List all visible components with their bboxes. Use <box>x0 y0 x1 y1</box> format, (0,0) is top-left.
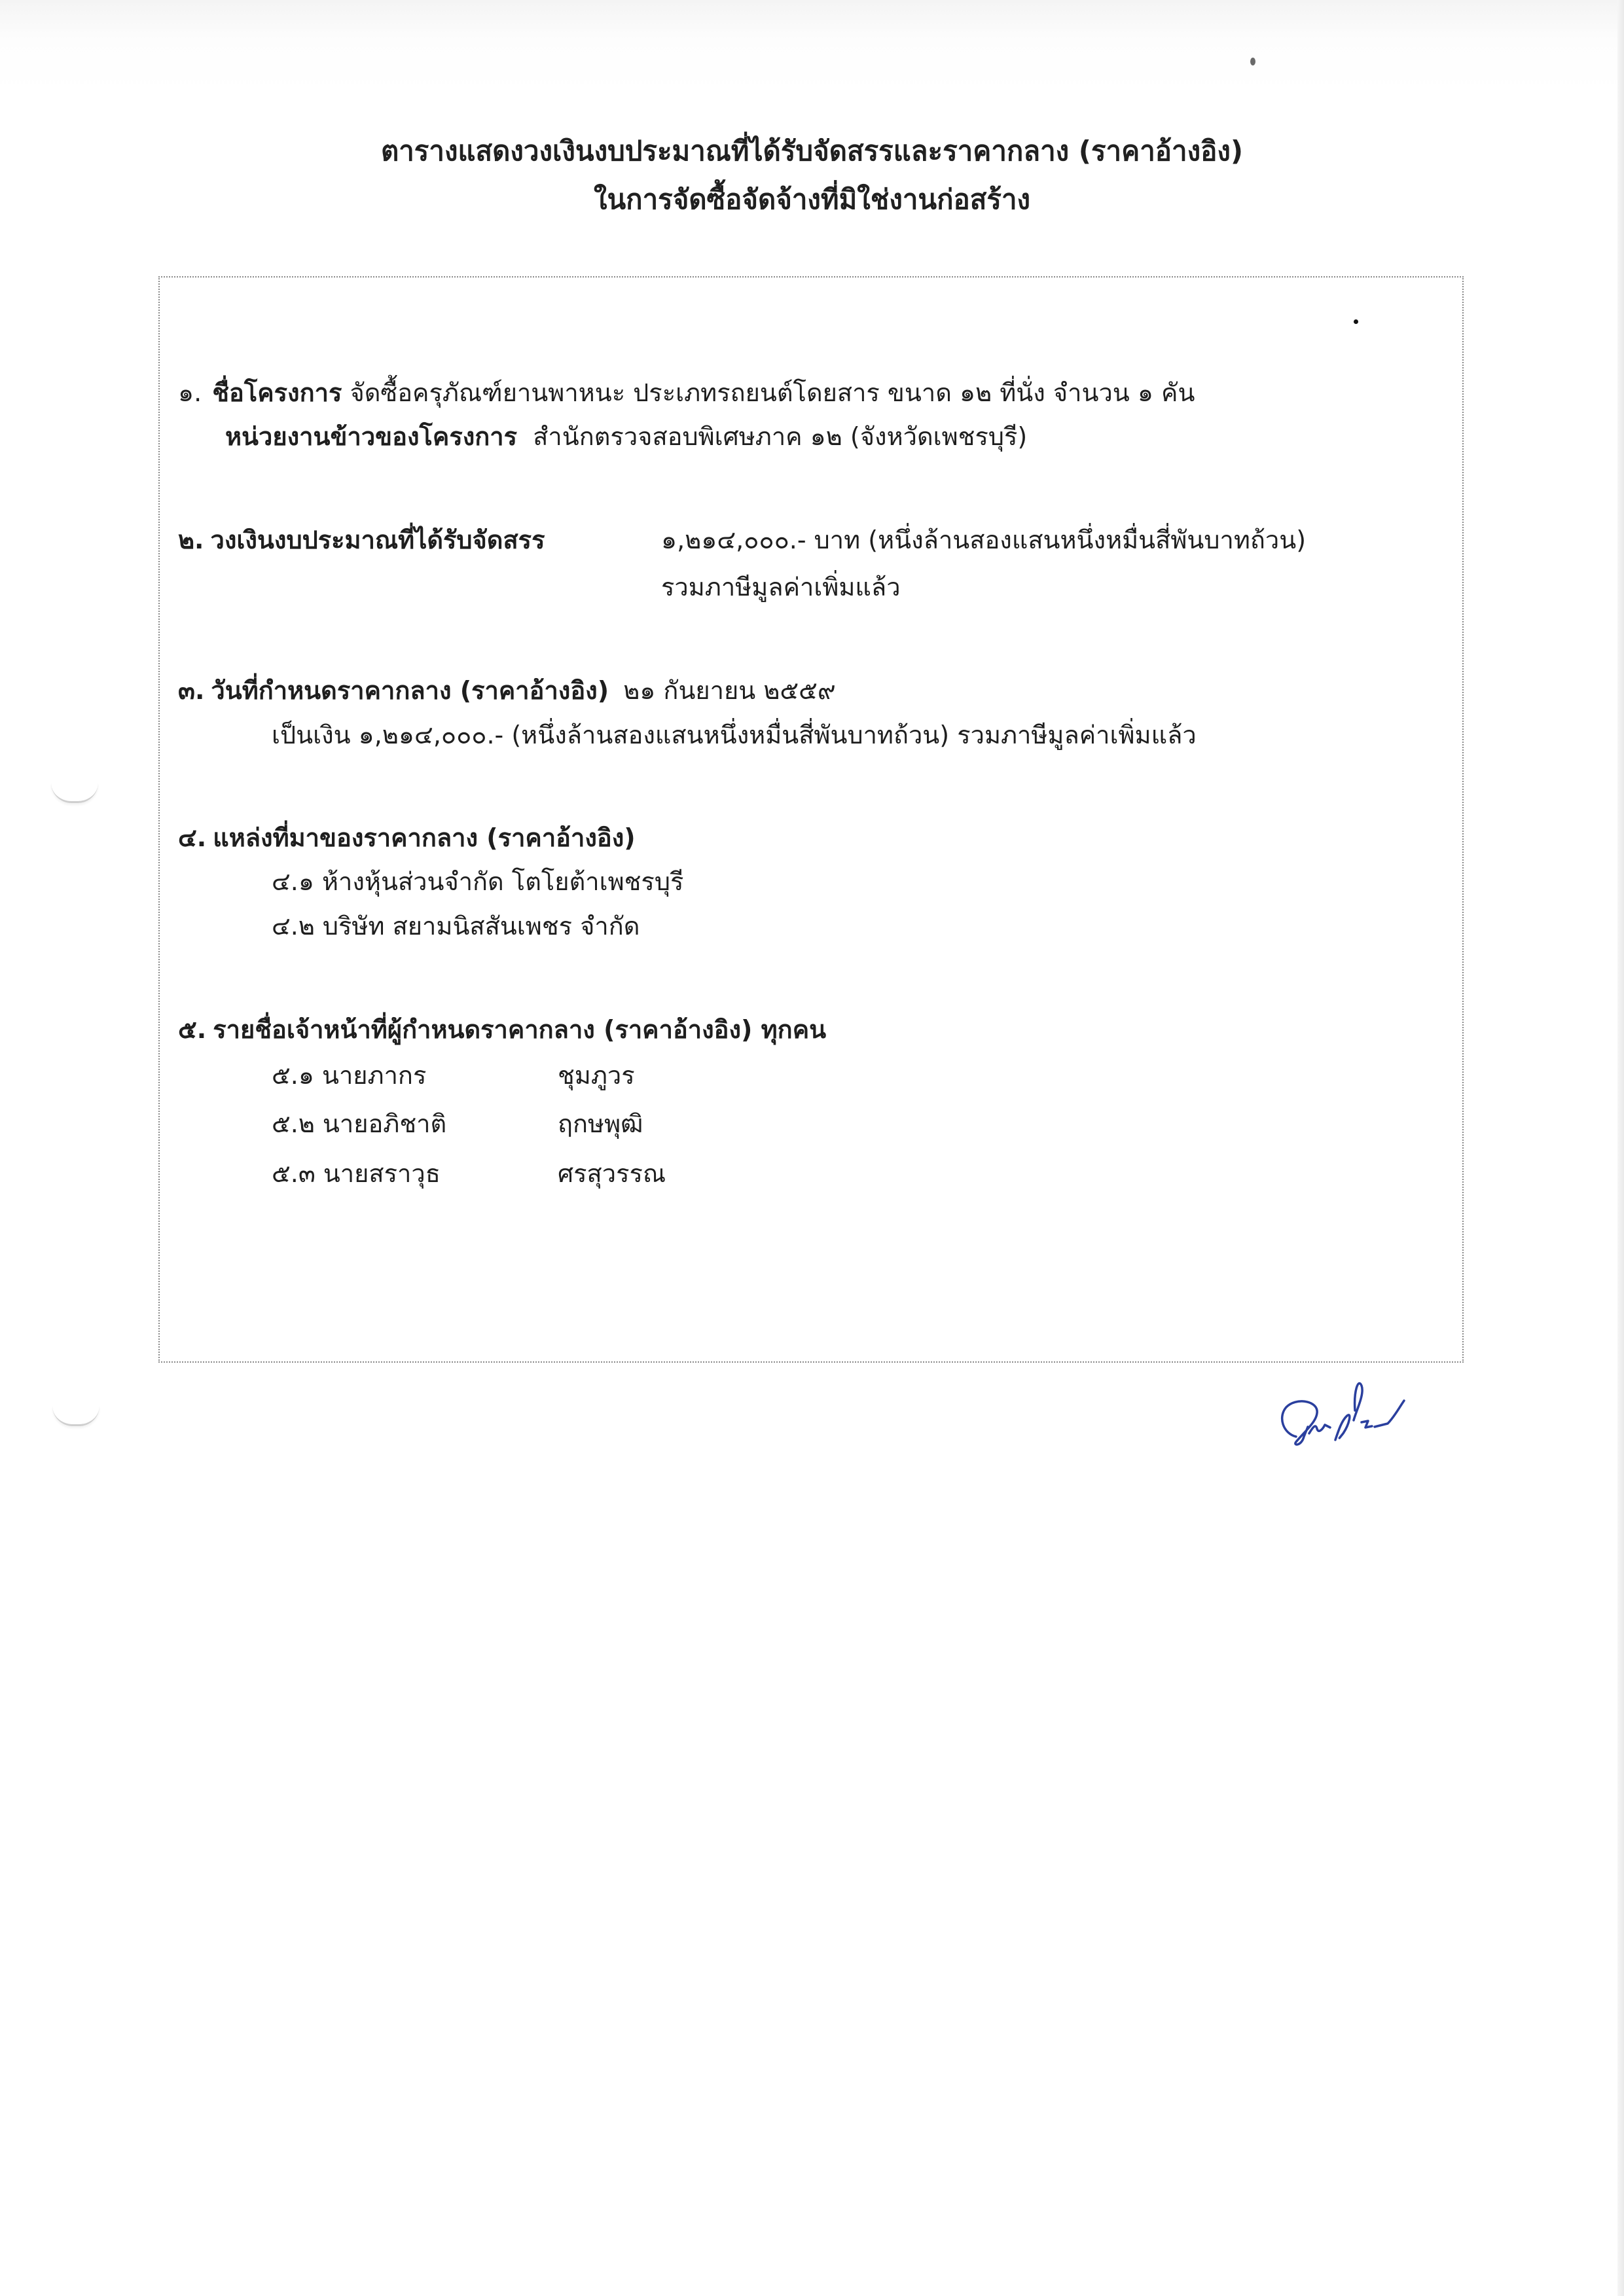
section-1-sub-label: หน่วยงานข้าวของโครงการ <box>225 422 518 451</box>
section-1-label: ชื่อโครงการ <box>212 378 342 407</box>
document-title-line-1: ตารางแสดงวงเงินงบประมาณที่ได้รับจัดสรรและราคากลาง (ราคาอ้างอิง) <box>380 135 1244 167</box>
section-5-label: รายชื่อเจ้าหน้าที่ผู้กำหนดราคากลาง (ราคาอ้างอิง) ทุกคน <box>213 1015 827 1044</box>
person-last-name: ชุมภูวร <box>558 1061 635 1090</box>
source-item-text: บริษัท สยามนิสสันเพชร จำกัด <box>322 912 640 941</box>
section-2-label: วงเงินงบประมาณที่ได้รับจัดสรร <box>210 526 545 554</box>
person-number: ๕.๒ <box>272 1109 315 1138</box>
section-1-line <box>178 376 1195 409</box>
section-1-value: จัดซื้อครุภัณฑ์ยานพาหนะ ประเภทรถยนต์โดยสาร ขนาด ๑๒ ที่นั่ง จำนวน ๑ คัน <box>350 378 1195 407</box>
section-4-number: ๔. <box>178 823 207 852</box>
section-2-heading <box>178 524 545 556</box>
person-first-name: นายภากร <box>321 1061 427 1090</box>
section-4-heading <box>178 821 636 854</box>
document-title-line-2: ในการจัดซื้อจัดจ้างที่มิใช่งานก่อสร้าง <box>593 183 1031 215</box>
section-1-sub-line <box>225 420 1027 453</box>
section-3-number: ๓. <box>178 676 205 705</box>
section-3-date: ๒๑ กันยายน ๒๕๕๙ <box>623 676 836 705</box>
person-number: ๕.๑ <box>272 1061 314 1090</box>
punch-hole-bottom <box>52 1406 99 1426</box>
section-2-value: ๑,๒๑๔,๐๐๐.- บาท (หนึ่งล้านสองแสนหนึ่งหมื่นสี่พันบาทถ้วน) <box>661 526 1307 554</box>
person-row <box>272 1107 446 1140</box>
page-edge <box>1617 0 1624 2296</box>
person-first-name: นายอภิชาติ <box>322 1109 447 1138</box>
section-3-label: วันที่กำหนดราคากลาง (ราคาอ้างอิง) <box>211 676 609 705</box>
scan-speck <box>1250 58 1255 65</box>
person-row <box>272 1157 441 1190</box>
source-item-number: ๔.๑ <box>272 867 314 896</box>
source-item <box>272 865 683 898</box>
source-item-number: ๔.๒ <box>272 912 315 941</box>
section-4-label: แหล่งที่มาของราคากลาง (ราคาอ้างอิง) <box>213 823 636 852</box>
section-3-amount: เป็นเงิน ๑,๒๑๔,๐๐๐.- (หนึ่งล้านสองแสนหนึ่งหมื่นสี่พันบาทถ้วน) รวมภาษีมูลค่าเพิ่มแล้ว <box>272 721 1197 749</box>
person-last-name: ฤกษพุฒิ <box>558 1109 643 1138</box>
handwritten-signature <box>1270 1371 1420 1463</box>
source-item-text: ห้างหุ้นส่วนจำกัด โตโยต้าเพชรบุรี <box>321 867 684 896</box>
section-5-number: ๕. <box>178 1015 207 1044</box>
section-5-heading <box>178 1013 826 1046</box>
punch-hole-top <box>51 783 98 803</box>
person-last-name: ศรสุวรรณ <box>558 1159 666 1188</box>
person-number: ๕.๓ <box>272 1159 316 1188</box>
section-2-number: ๒. <box>178 526 204 554</box>
section-3-line <box>178 674 836 707</box>
source-item <box>272 910 640 942</box>
person-first-name: นายสราวุธ <box>323 1159 441 1188</box>
section-2-value-cont: รวมภาษีมูลค่าเพิ่มแล้ว <box>661 573 901 601</box>
section-1-number: ๑. <box>178 378 202 407</box>
section-1-sub-value: สำนักตรวจสอบพิเศษภาค ๑๒ (จังหวัดเพชรบุรี) <box>533 422 1028 451</box>
person-row <box>272 1059 426 1092</box>
